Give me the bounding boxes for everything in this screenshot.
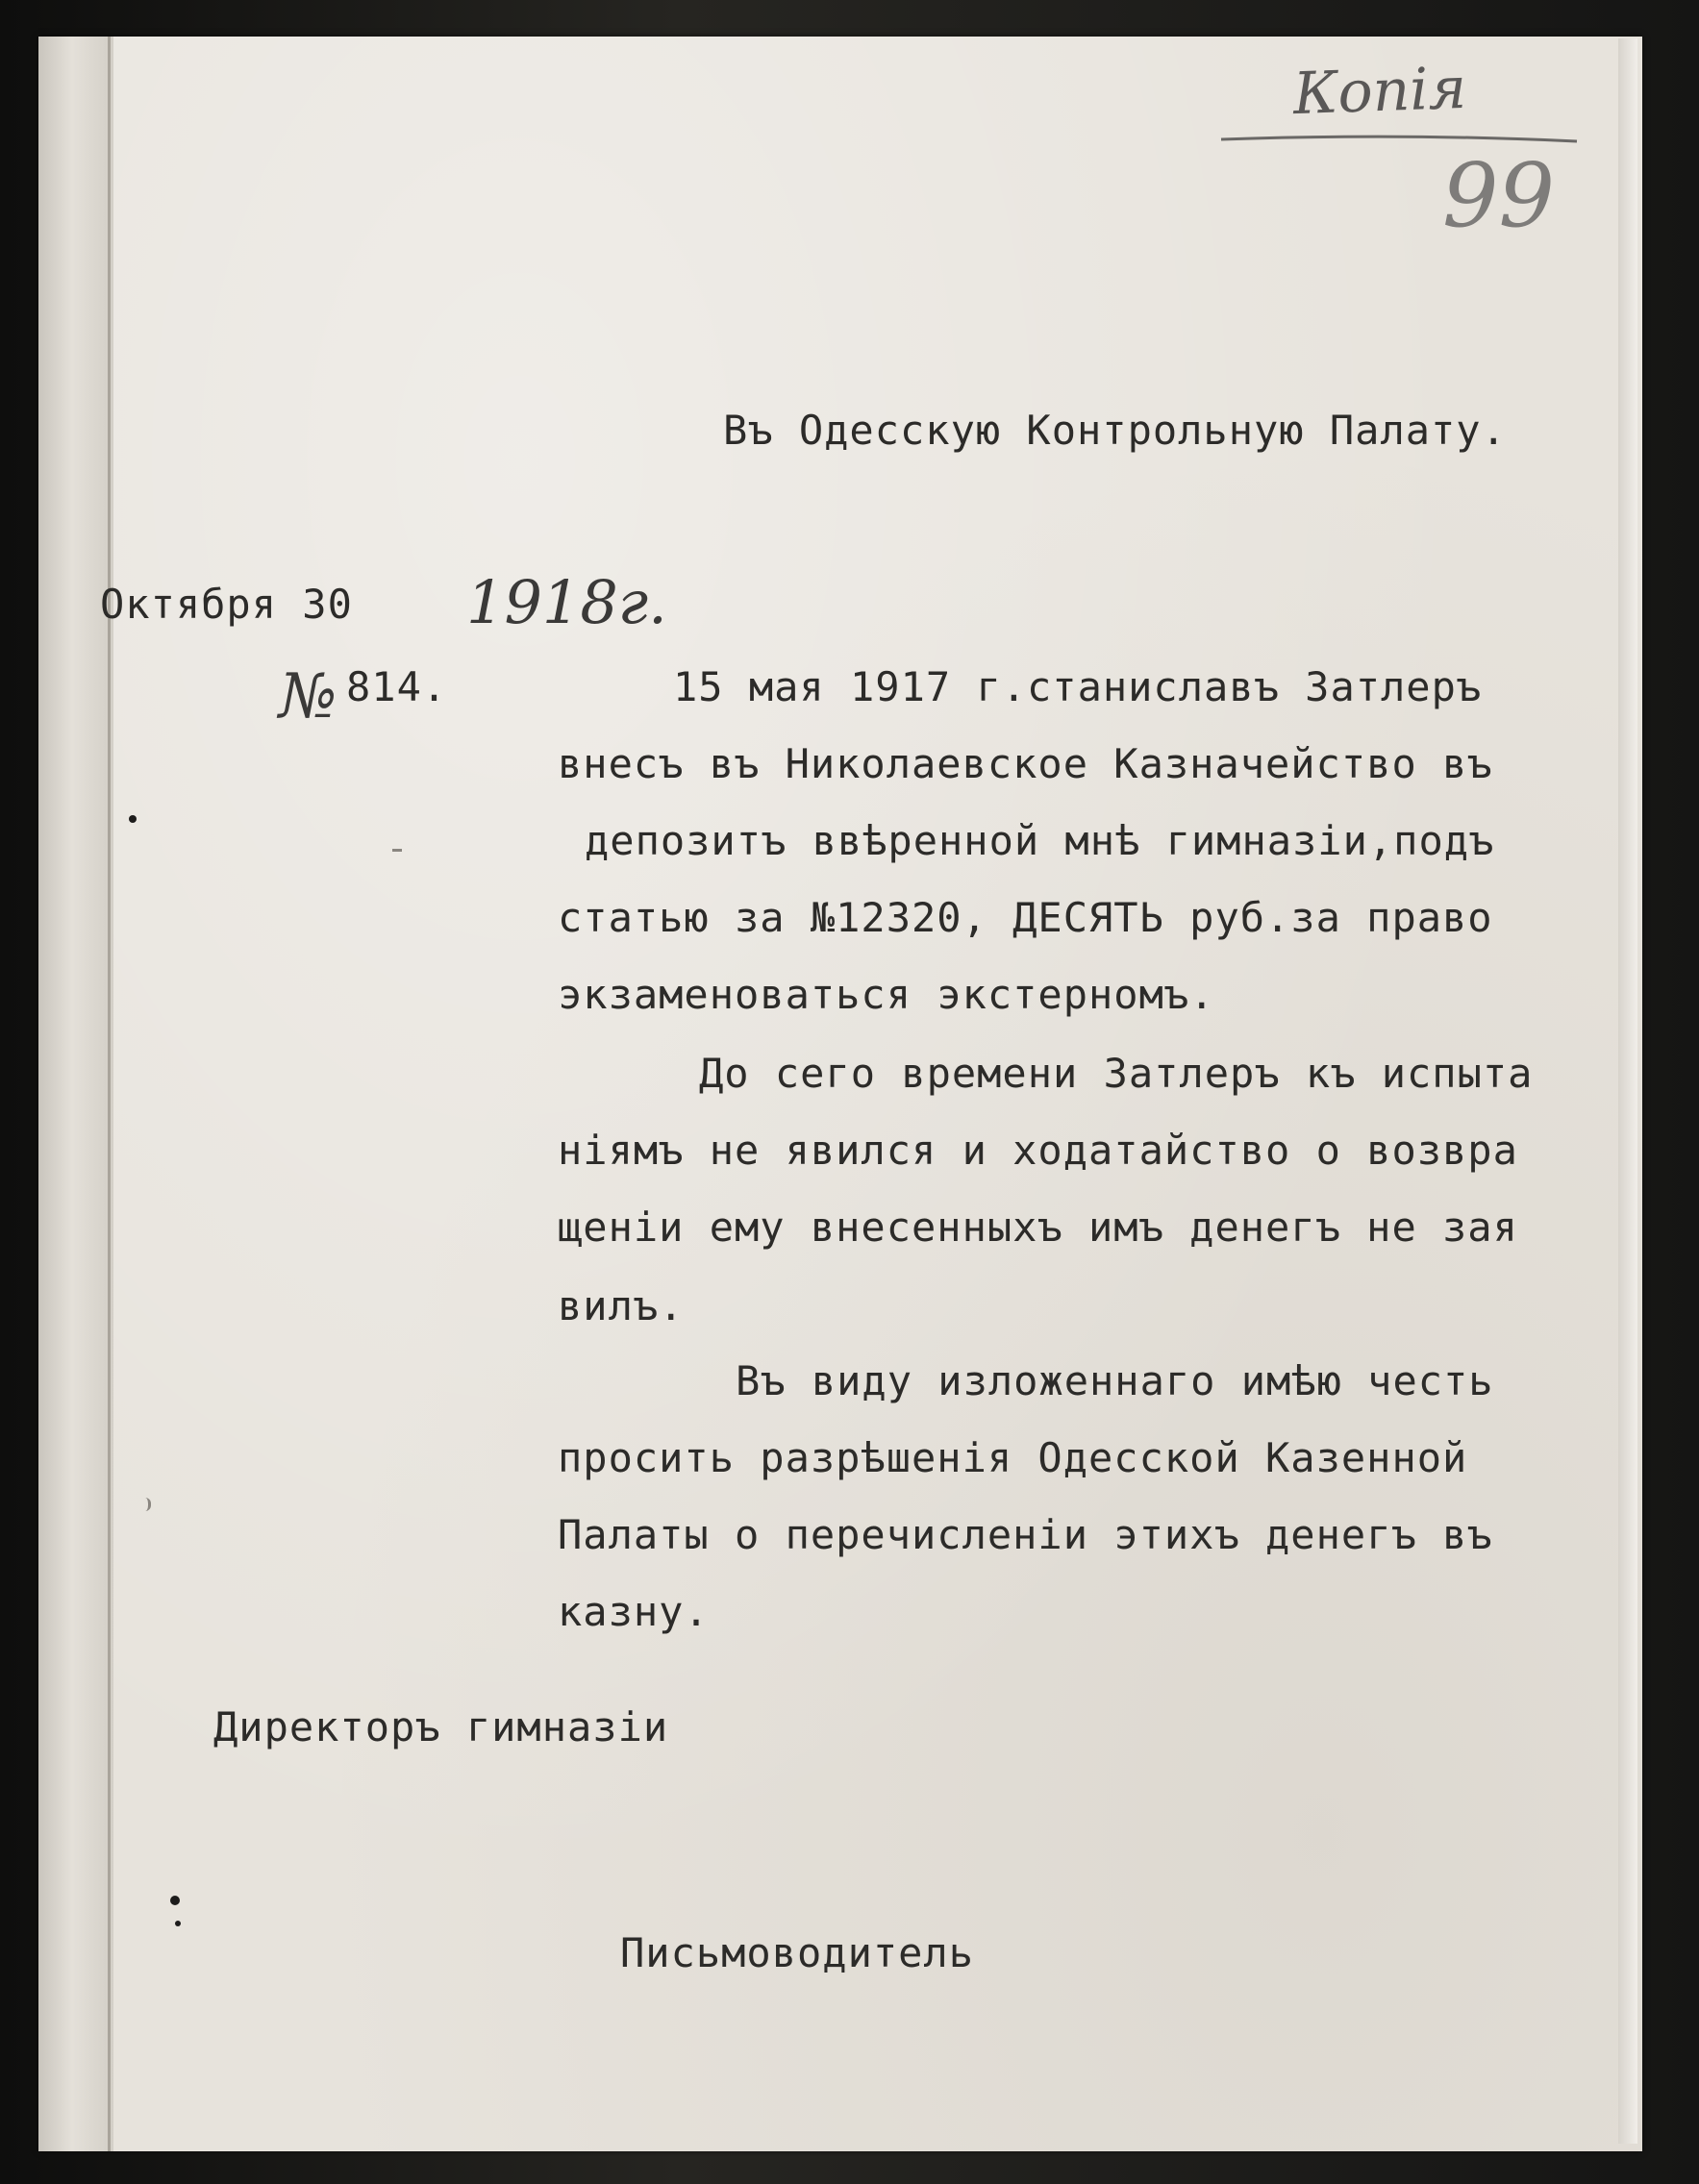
- director-signature-label: Директоръ гимназіи: [213, 1703, 669, 1750]
- body-line: депозитъ ввѣренной мнѣ гимназіи,подъ: [585, 817, 1495, 864]
- body-line: щеніи ему внесенныхъ имъ денегъ не зая: [558, 1204, 1518, 1251]
- body-line: внесъ въ Николаевское Казначейство въ: [558, 740, 1493, 787]
- body-line: ніямъ не явился и ходатайство о возвра: [558, 1127, 1518, 1174]
- sheet-right-edge: [1618, 38, 1637, 2144]
- binding-fold-line: [108, 37, 111, 2151]
- margin-dot: [175, 1921, 181, 1926]
- addressee-line: Въ Одесскую Контрольную Палату.: [723, 407, 1507, 454]
- body-line: Въ виду изложеннаго имѣю честь: [736, 1357, 1494, 1404]
- margin-dash: [392, 849, 402, 852]
- body-line: вилъ.: [558, 1282, 685, 1329]
- body-line: До сего времени Затлеръ къ испыта: [699, 1050, 1534, 1097]
- margin-dot: [129, 815, 137, 823]
- clerk-signature-label: Письмоводитель: [620, 1929, 975, 1976]
- folio-number: 99: [1442, 144, 1556, 247]
- margin-dot: [170, 1896, 180, 1905]
- body-line: статью за №12320, ДЕСЯТЬ руб.за право: [558, 894, 1493, 941]
- body-line: экзаменоваться экстерномъ.: [558, 971, 1215, 1018]
- binding-edge: [38, 37, 113, 2151]
- body-line: Палаты о перечисленіи этихъ денегъ въ: [558, 1511, 1493, 1558]
- body-line: просить разрѣшенія Одесской Казенной: [558, 1434, 1468, 1481]
- number-sign-handwritten: №: [279, 661, 337, 732]
- date-typed: Октября 30: [100, 581, 353, 628]
- body-line: казну.: [558, 1588, 710, 1635]
- date-handwritten-year: 1918г.: [466, 567, 667, 637]
- copy-annotation: Копія: [1291, 54, 1468, 129]
- body-line: 15 мая 1917 г.станиславъ Затлеръ: [673, 663, 1483, 710]
- number-typed: 814.: [346, 663, 448, 710]
